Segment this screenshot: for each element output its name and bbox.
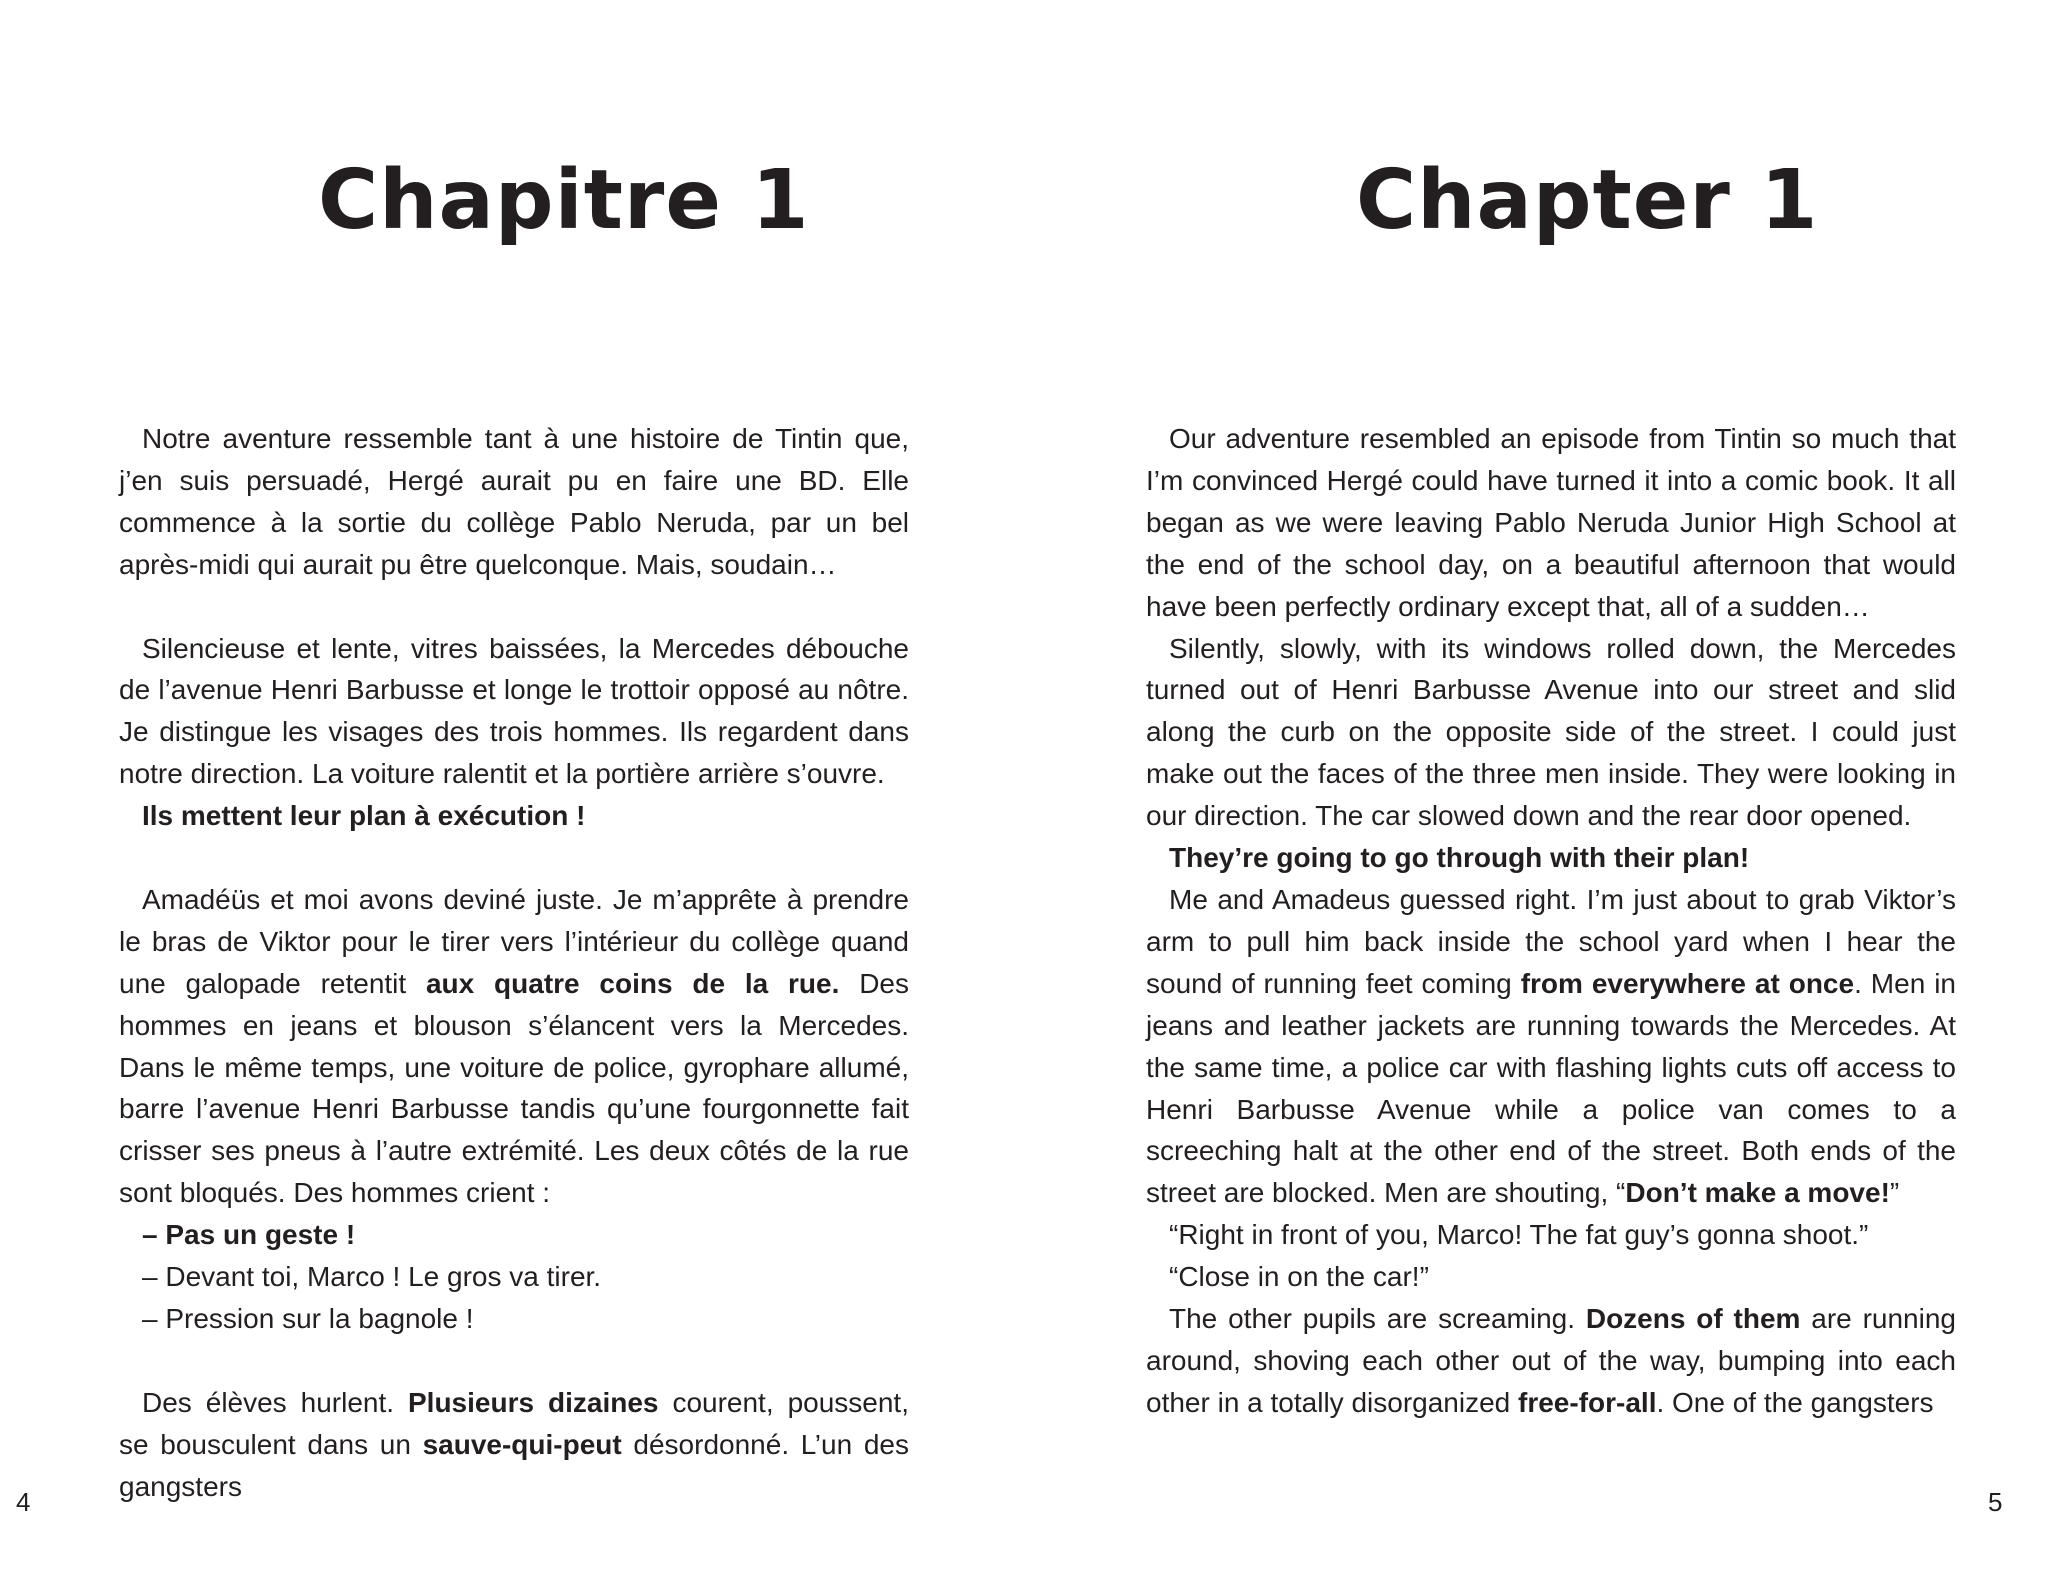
text-run: . One of the gangsters xyxy=(1656,1386,1934,1418)
paragraph-gap xyxy=(119,586,909,628)
page-number-left: 4 xyxy=(16,1487,31,1517)
page-number-right: 5 xyxy=(1988,1487,2003,1517)
text-run: courent, poussent, se bousculent dans un xyxy=(119,1386,909,1460)
bold-text: Plusieurs dizaines xyxy=(407,1386,659,1418)
chapter-title-english: Chapter 1 xyxy=(1356,153,1819,248)
text-run: Des élèves hurlent. xyxy=(142,1386,408,1418)
bold-text: aux quatre coins de la rue. xyxy=(425,967,840,999)
french-text-body xyxy=(119,418,909,1508)
paragraph-emphasis xyxy=(119,795,909,837)
text-run: désordonné. L’un des gangsters xyxy=(119,1428,909,1502)
paragraph xyxy=(1146,1298,1956,1424)
paragraph xyxy=(1146,879,1956,1214)
paragraph: Notre aventure ressemble tant à une histoire de Tintin que, j’en suis persuadé, Hergé aurait pu en faire une BD. Elle commence à la sortie du collège Pablo Neruda, par un bel après-midi qui aurait pu être quelconque. Mais, soudain… xyxy=(119,423,909,580)
paragraph: Our adventure resembled an episode from Tintin so much that I’m convinced Hergé could have turned it into a comic book. It all began as we were leaving Pablo Neruda Junior High School at the end of the school day, on a beautiful afternoon that would have been perfectly ordinary except that, all of a sudden… xyxy=(1146,423,1956,622)
bold-text: They’re going to go through with their plan! xyxy=(1169,842,1750,874)
dialogue-line: “Close in on the car!” xyxy=(1169,1261,1429,1293)
text-run: are running around, shoving each other out of the way, bumping into each other in a totally disorganized xyxy=(1146,1303,1956,1418)
dialogue-line xyxy=(119,1214,909,1256)
bold-text: Dozens of them xyxy=(1585,1303,1801,1335)
paragraph xyxy=(119,1382,909,1508)
text-run: . Men in jeans and leather jackets are running towards the Mercedes. At the same time, a police car with flashing lights cuts off access to Henri Barbusse Avenue while a police van comes to a screeching halt at the other end of the street. Both ends of the street are blocked. Men are shouting, “ xyxy=(1146,967,1956,1209)
dialogue-line: – Devant toi, Marco ! Le gros va tirer. xyxy=(142,1261,602,1293)
text-run: Amadéüs et moi avons deviné juste. Je m’apprête à prendre le bras de Viktor pour le tirer vers l’intérieur du collège quand une galopade retentit xyxy=(119,883,909,999)
text-run: Des hommes en jeans et blouson s’élancent vers la Mercedes. Dans le même temps, une voiture de police, gyrophare allumé, barre l’avenue Henri Barbusse tandis qu’une fourgonnette fait crisser ses pneus à l’autre extrémité. Les deux côtés de la rue sont bloqués. Des hommes crient : xyxy=(119,967,909,1209)
text-run: ” xyxy=(1889,1177,1900,1209)
bold-text: free-for-all xyxy=(1518,1386,1657,1418)
paragraph xyxy=(119,879,909,1214)
bold-text: Ils mettent leur plan à exécution ! xyxy=(142,800,586,832)
paragraph-gap xyxy=(119,837,909,879)
paragraph: Silencieuse et lente, vitres baissées, la Mercedes débouche de l’avenue Henri Barbusse et longe le trottoir opposé au nôtre. Je distingue les visages des trois hommes. Ils regardent dans notre direction. La voiture ralentit et la portière arrière s’ouvre. xyxy=(119,632,909,790)
english-text-body xyxy=(1146,418,1956,1424)
paragraph: Silently, slowly, with its windows rolled down, the Mercedes turned out of Henri Barbusse Avenue into our street and slid along the curb on the opposite side of the street. I could just make out the faces of the three men inside. They were looking in our direction. The car slowed down and the rear door opened. xyxy=(1146,632,1956,832)
bold-text: – Pas un geste ! xyxy=(142,1219,356,1251)
text-run: The other pupils are screaming. xyxy=(1169,1303,1586,1335)
dialogue-line: “Right in front of you, Marco! The fat guy’s gonna shoot.” xyxy=(1169,1219,1869,1251)
paragraph-emphasis xyxy=(1146,837,1956,879)
paragraph-gap xyxy=(119,1340,909,1382)
text-run: Me and Amadeus guessed right. I’m just about to grab Viktor’s arm to pull him back inside the school yard when I hear the sound of running feet coming xyxy=(1146,883,1956,999)
bold-text: from everywhere at once xyxy=(1520,967,1855,999)
right-page xyxy=(1024,0,2048,1575)
bold-text: sauve-qui-peut xyxy=(422,1428,622,1460)
bold-text: Don’t make a move! xyxy=(1625,1177,1890,1209)
dialogue-line: – Pression sur la bagnole ! xyxy=(142,1303,474,1334)
chapter-title-french: Chapitre 1 xyxy=(318,153,810,248)
